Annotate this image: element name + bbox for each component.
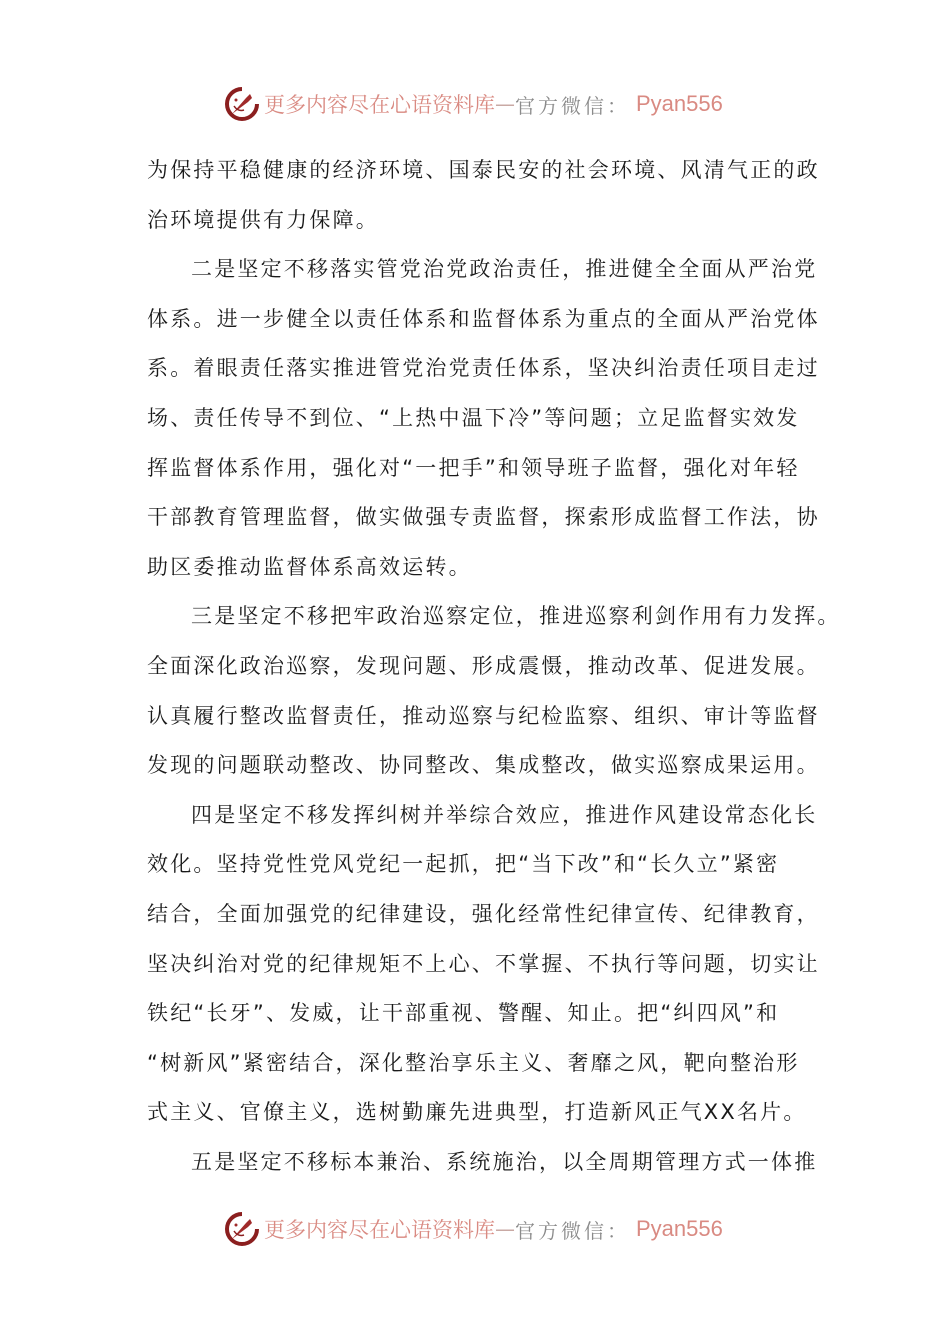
watermark-dash: — — [495, 92, 515, 116]
text-line: 铁纪“长牙”、发威，让干部重视、警醒、知止。把“纠四风”和 — [147, 1001, 780, 1026]
paragraph-first-line: 四是坚定不移发挥纠树并举综合效应，推进作风建设常态化长 — [191, 802, 818, 827]
text-line: 挥监督体系作用，强化对“一把手”和领导班子监督，强化对年轻 — [147, 455, 800, 480]
text-line: 全面深化政治巡察，发现问题、形成震慑，推动改革、促进发展。 — [147, 653, 820, 678]
text-line: 治环境提供有力保障。 — [147, 207, 379, 232]
paragraph-first-line: 三是坚定不移把牢政治巡察定位，推进巡察利剑作用有力发挥。 — [191, 604, 841, 629]
watermark-wechat-id: Pyan556 — [636, 1216, 723, 1241]
text-line: 助区委推动监督体系高效运转。 — [147, 554, 472, 579]
text-line: 坚决纠治对党的纪律规矩不上心、不掌握、不执行等问题，切实让 — [147, 951, 820, 976]
text-line: 认真履行整改监督责任，推动巡察与纪检监察、组织、审计等监督 — [147, 703, 820, 728]
document-body — [147, 150, 841, 1191]
quill-pen-logo-icon — [224, 86, 260, 122]
text-line: “树新风”紧密结合，深化整治享乐主义、奢靡之风，靶向整治形 — [147, 1050, 800, 1075]
text-line: 式主义、官僚主义，选树勤廉先进典型，打造新风正气XX名片。 — [147, 1100, 807, 1125]
paragraph-first-line: 五是坚定不移标本兼治、系统施治，以全周期管理方式一体推 — [191, 1149, 818, 1174]
watermark-label: 官方微信： — [515, 93, 630, 118]
text-line: 效化。坚持党性党风党纪一起抓，把“当下改”和“长久立”紧密 — [147, 852, 780, 877]
paragraph-first-line: 二是坚定不移落实管党治党政治责任，推进健全全面从严治党 — [191, 257, 818, 282]
watermark-brand-text: 更多内容尽在心语资料库 — [264, 93, 495, 117]
watermark-wechat-id: Pyan556 — [636, 91, 723, 116]
watermark-dash: — — [495, 1217, 515, 1241]
watermark-footer — [224, 1209, 723, 1249]
text-line: 发现的问题联动整改、协同整改、集成整改，做实巡察成果运用。 — [147, 753, 820, 778]
watermark-label: 官方微信： — [515, 1218, 630, 1243]
text-line: 系。着眼责任落实推进管党治党责任体系，坚决纠治责任项目走过 — [147, 356, 820, 381]
text-line: 体系。进一步健全以责任体系和监督体系为重点的全面从严治党体 — [147, 306, 820, 331]
quill-pen-logo-icon — [224, 1211, 260, 1247]
text-line: 场、责任传导不到位、“上热中温下冷”等问题；立足监督实效发 — [147, 405, 800, 430]
watermark-brand-text: 更多内容尽在心语资料库 — [264, 1218, 495, 1242]
text-line: 干部教育管理监督，做实做强专责监督，探索形成监督工作法，协 — [147, 505, 820, 530]
text-line: 结合，全面加强党的纪律建设，强化经常性纪律宣传、纪律教育， — [147, 901, 820, 926]
text-line: 为保持平稳健康的经济环境、国泰民安的社会环境、风清气正的政 — [147, 158, 820, 182]
watermark-header — [224, 84, 723, 124]
